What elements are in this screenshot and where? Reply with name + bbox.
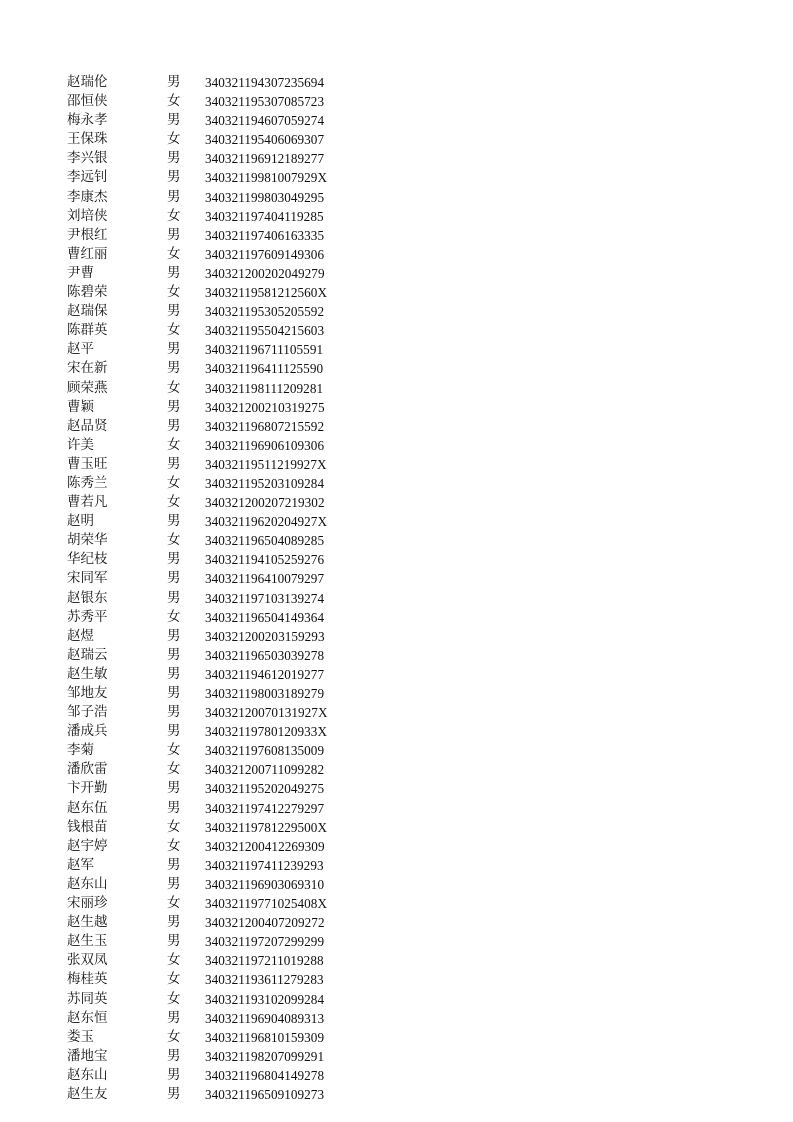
id-number-cell: 340321193102099284 [205, 991, 325, 1007]
name-cell: 赵银东 [67, 589, 108, 606]
name-cell: 许美 [67, 436, 94, 453]
id-number-cell: 340321196810159309 [205, 1029, 325, 1045]
gender-cell: 女 [167, 895, 181, 912]
name-cell: 苏秀平 [67, 608, 108, 625]
table-row [0, 1028, 793, 1047]
name-cell: 钱根苗 [67, 818, 108, 835]
gender-cell: 男 [167, 1047, 181, 1064]
id-number-cell: 340321195305205592 [205, 304, 325, 320]
table-row [0, 493, 793, 512]
table-row [0, 646, 793, 665]
table-row [0, 1047, 793, 1066]
gender-cell: 男 [167, 1009, 181, 1026]
id-number-cell: 340321197103139274 [205, 590, 325, 606]
table-row [0, 92, 793, 111]
table-row [0, 550, 793, 569]
table-row [0, 722, 793, 741]
table-row [0, 1085, 793, 1104]
gender-cell: 女 [167, 207, 181, 224]
id-number-cell: 340321194612019277 [205, 666, 325, 682]
gender-cell: 男 [167, 74, 181, 90]
gender-cell: 男 [167, 150, 181, 167]
table-row [0, 951, 793, 970]
table-row [0, 73, 793, 92]
name-cell: 赵生友 [67, 1085, 108, 1102]
gender-cell: 女 [167, 971, 181, 988]
name-cell: 赵平 [67, 341, 94, 358]
name-cell: 华纪枝 [67, 551, 108, 568]
table-row [0, 684, 793, 703]
gender-cell: 女 [167, 322, 181, 339]
gender-cell: 男 [167, 455, 181, 472]
gender-cell: 男 [167, 875, 181, 892]
gender-cell: 男 [167, 398, 181, 415]
name-cell: 赵生越 [67, 914, 108, 931]
table-row [0, 130, 793, 149]
name-cell: 曹玉旺 [67, 455, 108, 472]
id-number-cell: 340321195307085723 [205, 94, 325, 110]
name-cell: 曹若凡 [67, 494, 108, 511]
id-number-cell: 340321197207299299 [205, 934, 325, 950]
table-row [0, 665, 793, 684]
gender-cell: 男 [167, 589, 181, 606]
table-row [0, 589, 793, 608]
table-row [0, 302, 793, 321]
gender-cell: 女 [167, 494, 181, 511]
table-row [0, 168, 793, 187]
gender-cell: 男 [167, 856, 181, 873]
gender-cell: 男 [167, 704, 181, 721]
id-number-cell: 340321196504089285 [205, 533, 325, 549]
gender-cell: 男 [167, 933, 181, 950]
name-cell: 尹曹 [67, 264, 94, 281]
name-cell: 卞开勤 [67, 780, 108, 797]
table-row [0, 188, 793, 207]
id-number-cell: 340321200412269309 [205, 838, 325, 854]
id-number-cell: 340321196904089313 [205, 1010, 325, 1026]
gender-cell: 女 [167, 818, 181, 835]
gender-cell: 男 [167, 685, 181, 701]
gender-cell: 女 [167, 742, 181, 759]
gender-cell: 女 [167, 837, 181, 854]
gender-cell: 男 [167, 780, 181, 797]
name-cell: 赵品贤 [67, 417, 108, 434]
gender-cell: 女 [167, 131, 181, 148]
name-cell: 赵明 [67, 513, 94, 530]
name-cell: 苏同英 [67, 990, 108, 1007]
id-number-cell: 340321194105259276 [205, 552, 325, 568]
name-cell: 李康杰 [67, 188, 108, 205]
table-row [0, 245, 793, 264]
id-number-cell: 340321200207219302 [205, 495, 325, 511]
name-cell: 娄玉 [67, 1028, 94, 1045]
id-number-cell: 340321198111209281 [205, 380, 324, 396]
name-cell: 曹颖 [67, 398, 94, 415]
gender-cell: 男 [167, 570, 181, 587]
table-row [0, 474, 793, 493]
gender-cell: 女 [167, 608, 181, 625]
gender-cell: 女 [167, 245, 181, 262]
name-cell: 宋在新 [67, 360, 108, 377]
id-number-cell: 340321196807215592 [205, 418, 325, 434]
table-row [0, 512, 793, 531]
id-number-cell: 340321195406069307 [205, 132, 325, 148]
id-number-cell: 340321196410079297 [205, 571, 325, 587]
person-list [0, 73, 793, 1104]
gender-cell: 男 [167, 303, 181, 320]
table-row [0, 436, 793, 455]
name-cell: 顾荣燕 [67, 379, 108, 396]
id-number-cell: 340321197406163335 [205, 227, 325, 243]
id-number-cell: 340321200210319275 [205, 399, 325, 415]
id-number-cell: 340321193611279283 [205, 972, 324, 988]
id-number-cell: 340321196912189277 [205, 151, 325, 167]
table-row [0, 608, 793, 627]
name-cell: 梅永孝 [67, 112, 108, 129]
gender-cell: 男 [167, 417, 181, 434]
table-row [0, 760, 793, 779]
table-row [0, 779, 793, 798]
table-row [0, 818, 793, 837]
id-number-cell: 340321196903069310 [205, 876, 325, 892]
id-number-cell: 340321200202049279 [205, 265, 325, 281]
table-row [0, 1009, 793, 1028]
gender-cell: 女 [167, 474, 181, 491]
gender-cell: 男 [167, 226, 181, 243]
id-number-cell: 340321196711105591 [205, 342, 324, 358]
id-number-cell: 34032120070131927X [205, 705, 328, 721]
id-number-cell: 340321195504215603 [205, 323, 325, 339]
name-cell: 潘成兵 [67, 723, 108, 740]
table-row [0, 875, 793, 894]
gender-cell: 女 [167, 952, 181, 969]
table-row [0, 913, 793, 932]
name-cell: 赵东山 [67, 1066, 108, 1083]
name-cell: 潘欣雷 [67, 761, 108, 778]
name-cell: 赵瑞伦 [67, 74, 108, 90]
id-number-cell: 34032119781229500X [205, 819, 328, 835]
gender-cell: 男 [167, 341, 181, 358]
name-cell: 李菊 [67, 742, 94, 759]
gender-cell: 男 [167, 112, 181, 129]
id-number-cell: 340321196504149364 [205, 609, 325, 625]
gender-cell: 男 [167, 264, 181, 281]
id-number-cell: 340321197404119285 [205, 208, 324, 224]
id-number-cell: 340321195202049275 [205, 781, 325, 797]
gender-cell: 男 [167, 360, 181, 377]
table-row [0, 627, 793, 646]
name-cell: 赵东山 [67, 875, 108, 892]
id-number-cell: 340321196509109273 [205, 1086, 325, 1102]
id-number-cell: 340321197608135009 [205, 743, 325, 759]
gender-cell: 女 [167, 284, 181, 301]
gender-cell: 男 [167, 646, 181, 663]
name-cell: 赵瑞保 [67, 303, 108, 320]
name-cell: 胡荣华 [67, 532, 108, 549]
id-number-cell: 340321200711099282 [205, 762, 325, 778]
table-row [0, 837, 793, 856]
gender-cell: 女 [167, 93, 181, 110]
gender-cell: 男 [167, 169, 181, 186]
id-number-cell: 340321197211019288 [205, 953, 324, 969]
table-row [0, 417, 793, 436]
name-cell: 赵瑞云 [67, 646, 108, 663]
gender-cell: 男 [167, 1066, 181, 1083]
table-row [0, 207, 793, 226]
id-number-cell: 34032119581212560X [205, 285, 328, 301]
table-row [0, 340, 793, 359]
table-row [0, 531, 793, 550]
gender-cell: 男 [167, 627, 181, 644]
name-cell: 赵煜 [67, 627, 94, 644]
name-cell: 潘地宝 [67, 1047, 108, 1064]
gender-cell: 男 [167, 513, 181, 530]
gender-cell: 男 [167, 188, 181, 205]
table-row [0, 741, 793, 760]
gender-cell: 女 [167, 1028, 181, 1045]
table-row [0, 321, 793, 340]
id-number-cell: 340321198003189279 [205, 686, 325, 701]
name-cell: 宋同军 [67, 570, 108, 587]
id-number-cell: 340321196503039278 [205, 647, 325, 663]
table-row [0, 703, 793, 722]
table-row [0, 226, 793, 245]
id-number-cell: 340321194607059274 [205, 113, 325, 129]
id-number-cell: 340321196804149278 [205, 1067, 325, 1083]
id-number-cell: 340321197411239293 [205, 857, 324, 873]
table-row [0, 359, 793, 378]
name-cell: 尹根红 [67, 226, 108, 243]
table-row [0, 264, 793, 283]
name-cell: 邵恒侠 [67, 93, 108, 110]
name-cell: 宋丽珍 [67, 895, 108, 912]
name-cell: 赵东恒 [67, 1009, 108, 1026]
gender-cell: 男 [167, 799, 181, 816]
name-cell: 李兴银 [67, 150, 108, 167]
table-row [0, 379, 793, 398]
gender-cell: 男 [167, 914, 181, 931]
gender-cell: 女 [167, 379, 181, 396]
table-row [0, 799, 793, 818]
gender-cell: 男 [167, 723, 181, 740]
id-number-cell: 340321196411125590 [205, 361, 324, 377]
name-cell: 李远钊 [67, 169, 108, 186]
id-number-cell: 34032119620204927X [205, 514, 328, 530]
name-cell: 邹子浩 [67, 704, 108, 721]
name-cell: 刘培侠 [67, 207, 108, 224]
name-cell: 赵生敏 [67, 665, 108, 682]
id-number-cell: 340321197412279297 [205, 800, 325, 816]
table-row [0, 990, 793, 1009]
table-row [0, 398, 793, 417]
name-cell: 陈秀兰 [67, 474, 108, 491]
table-row [0, 569, 793, 588]
name-cell: 曹红丽 [67, 245, 108, 262]
table-row [0, 970, 793, 989]
table-row [0, 856, 793, 875]
id-number-cell: 340321194307235694 [205, 75, 325, 90]
id-number-cell: 340321197609149306 [205, 246, 325, 262]
name-cell: 张双凤 [67, 952, 108, 969]
id-number-cell: 340321198207099291 [205, 1048, 325, 1064]
table-row [0, 1066, 793, 1085]
id-number-cell: 340321196906109306 [205, 437, 325, 453]
name-cell: 王保珠 [67, 131, 108, 148]
gender-cell: 女 [167, 532, 181, 549]
id-number-cell: 34032119981007929X [205, 170, 328, 186]
gender-cell: 男 [167, 665, 181, 682]
gender-cell: 男 [167, 1085, 181, 1102]
name-cell: 赵生玉 [67, 933, 108, 950]
id-number-cell: 340321200203159293 [205, 628, 325, 644]
gender-cell: 女 [167, 761, 181, 778]
id-number-cell: 34032119780120933X [205, 724, 328, 740]
table-row [0, 149, 793, 168]
table-row [0, 111, 793, 130]
gender-cell: 女 [167, 436, 181, 453]
table-row [0, 894, 793, 913]
id-number-cell: 34032119511219927X [205, 456, 327, 472]
name-cell: 赵宇婷 [67, 837, 108, 854]
name-cell: 赵军 [67, 856, 94, 873]
name-cell: 邹地友 [67, 685, 108, 701]
table-row [0, 932, 793, 951]
table-row [0, 455, 793, 474]
id-number-cell: 340321199803049295 [205, 189, 325, 205]
id-number-cell: 340321200407209272 [205, 915, 325, 931]
gender-cell: 女 [167, 990, 181, 1007]
name-cell: 陈群英 [67, 322, 108, 339]
id-number-cell: 34032119771025408X [205, 896, 328, 912]
id-number-cell: 340321195203109284 [205, 475, 325, 491]
name-cell: 梅桂英 [67, 971, 108, 988]
name-cell: 赵东伍 [67, 799, 108, 816]
table-row [0, 283, 793, 302]
name-cell: 陈碧荣 [67, 284, 108, 301]
gender-cell: 男 [167, 551, 181, 568]
